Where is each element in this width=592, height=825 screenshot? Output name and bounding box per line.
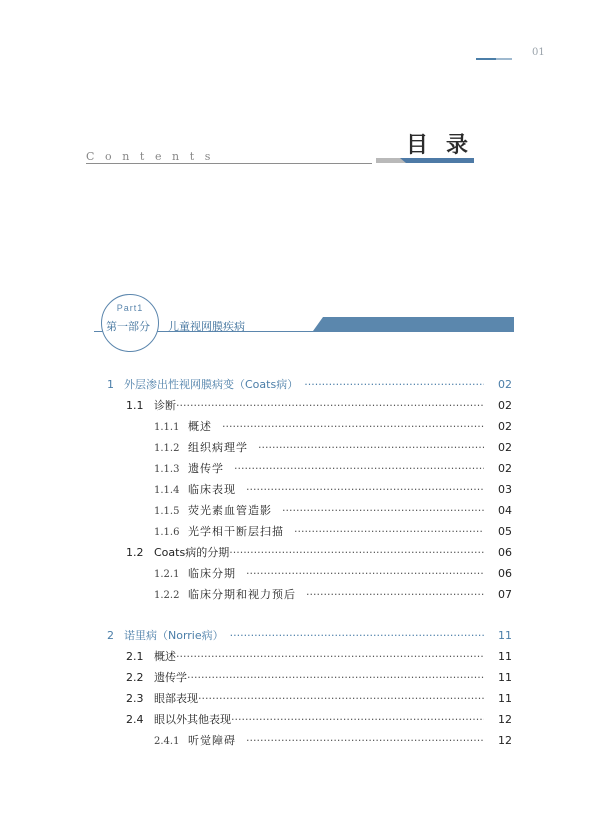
toc-leader-dots bbox=[258, 441, 484, 455]
toc-entry-title: 概述 bbox=[154, 650, 176, 663]
toc-entry-title: 临床表现 bbox=[188, 483, 236, 496]
part-banner-bar bbox=[313, 317, 514, 331]
toc-entry-title: 荧光素血管造影 bbox=[188, 504, 272, 517]
toc-leader-dots bbox=[246, 734, 484, 748]
toc-entry-number: 1.1.3 bbox=[154, 464, 180, 475]
toc-entry-number: 1.2 bbox=[126, 546, 144, 559]
toc-entry-title: 诊断 bbox=[154, 399, 176, 412]
toc-entry-page: 02 bbox=[498, 399, 512, 412]
toc-leader-dots bbox=[282, 504, 484, 518]
toc-entry-page: 05 bbox=[498, 525, 512, 538]
page-number: 01 bbox=[532, 47, 545, 58]
part-title: 第一部分 bbox=[106, 320, 150, 333]
toc-entry-number: 1.1.2 bbox=[154, 443, 180, 454]
toc-entry-page: 02 bbox=[498, 441, 512, 454]
toc-leader-dots bbox=[230, 629, 484, 643]
toc-leader-dots bbox=[304, 378, 484, 392]
toc-entry-title: 眼部表现 bbox=[154, 692, 198, 705]
toc-entry[interactable] bbox=[126, 650, 512, 664]
toc-entry-title: 听觉障碍 bbox=[188, 734, 236, 747]
toc-entry-number: 1.2.1 bbox=[154, 569, 180, 580]
toc-entry-title: 遗传学 bbox=[154, 671, 187, 684]
toc-entry-page: 11 bbox=[498, 629, 512, 642]
toc-entry-page: 11 bbox=[498, 650, 512, 663]
toc-entry[interactable] bbox=[154, 734, 512, 749]
toc-leader-dots bbox=[187, 671, 484, 685]
toc-entry-title: 临床分期 bbox=[188, 567, 236, 580]
toc-entry-title: 光学相干断层扫描 bbox=[188, 525, 284, 538]
toc-leader-dots bbox=[246, 567, 484, 581]
part-label: Part1 bbox=[116, 303, 144, 313]
toc-leader-dots bbox=[246, 483, 484, 497]
toc-entry[interactable] bbox=[154, 462, 512, 477]
toc-entry-number: 1.1.1 bbox=[154, 422, 180, 433]
toc-leader-dots bbox=[306, 588, 484, 602]
toc-entry-number: 1.1.6 bbox=[154, 527, 180, 538]
toc-entry-page: 12 bbox=[498, 734, 512, 747]
toc-entry[interactable] bbox=[154, 504, 512, 519]
toc-entry[interactable] bbox=[126, 671, 512, 685]
toc-leader-dots bbox=[176, 399, 484, 413]
toc-entry[interactable] bbox=[154, 420, 512, 435]
part-subtitle: 儿童视网膜疾病 bbox=[168, 320, 245, 333]
toc-entry-page: 02 bbox=[498, 462, 512, 475]
toc-entry-title: 概述 bbox=[188, 420, 212, 433]
toc-entry[interactable] bbox=[154, 483, 512, 498]
toc-entry-number: 2.4 bbox=[126, 713, 144, 726]
page-subtitle: Contents bbox=[86, 150, 222, 163]
toc-entry[interactable] bbox=[154, 441, 512, 456]
toc-entry-title: 临床分期和视力预后 bbox=[188, 588, 296, 601]
toc-entry-page: 07 bbox=[498, 588, 512, 601]
toc-leader-dots bbox=[198, 692, 484, 706]
toc-entry-number: 1.1 bbox=[126, 399, 144, 412]
title-underline bbox=[86, 163, 372, 164]
toc-entry[interactable] bbox=[154, 525, 512, 540]
toc-entry[interactable] bbox=[126, 713, 512, 727]
toc-leader-dots bbox=[222, 420, 484, 434]
toc-entry-title: 诺里病（Norrie病） bbox=[124, 629, 224, 642]
toc-entry[interactable] bbox=[126, 692, 512, 706]
toc-leader-dots bbox=[294, 525, 484, 539]
toc-entry[interactable] bbox=[154, 588, 512, 603]
toc-entry-title: 组织病理学 bbox=[188, 441, 248, 454]
toc-entry-title: 眼以外其他表现 bbox=[154, 713, 231, 726]
toc-entry-number: 1 bbox=[107, 378, 114, 391]
toc-entry-title: 外层渗出性视网膜病变（Coats病） bbox=[124, 378, 299, 391]
toc-entry-number: 1.1.4 bbox=[154, 485, 180, 496]
toc-entry-page: 11 bbox=[498, 671, 512, 684]
page-title: 目录 bbox=[406, 132, 487, 158]
toc-entry-title: 遗传学 bbox=[188, 462, 224, 475]
toc-leader-dots bbox=[229, 546, 484, 560]
toc-leader-dots bbox=[234, 462, 484, 476]
toc-entry-title: Coats病的分期 bbox=[154, 546, 230, 559]
toc-entry-number: 1.1.5 bbox=[154, 506, 180, 517]
toc-entry-page: 06 bbox=[498, 546, 512, 559]
toc-entry[interactable] bbox=[107, 378, 512, 392]
toc-entry-number: 2.4.1 bbox=[154, 736, 180, 747]
toc-entry-number: 2.2 bbox=[126, 671, 144, 684]
header-accent-rule-light bbox=[496, 58, 512, 60]
toc-entry-page: 11 bbox=[498, 692, 512, 705]
toc-entry-number: 2 bbox=[107, 629, 114, 642]
toc-entry[interactable] bbox=[126, 399, 512, 413]
toc-entry-page: 12 bbox=[498, 713, 512, 726]
toc-entry-number: 1.2.2 bbox=[154, 590, 180, 601]
toc-entry-page: 04 bbox=[498, 504, 512, 517]
toc-entry-page: 02 bbox=[498, 420, 512, 433]
toc-entry-page: 03 bbox=[498, 483, 512, 496]
toc-leader-dots bbox=[176, 650, 484, 664]
toc-entry[interactable] bbox=[107, 629, 512, 643]
toc-entry[interactable] bbox=[126, 546, 512, 560]
toc-entry[interactable] bbox=[154, 567, 512, 582]
toc-entry-number: 2.1 bbox=[126, 650, 144, 663]
title-bar-blue bbox=[400, 158, 474, 163]
toc-entry-page: 02 bbox=[498, 378, 512, 391]
toc-leader-dots bbox=[231, 713, 484, 727]
toc-entry-number: 2.3 bbox=[126, 692, 144, 705]
toc-entry-page: 06 bbox=[498, 567, 512, 580]
